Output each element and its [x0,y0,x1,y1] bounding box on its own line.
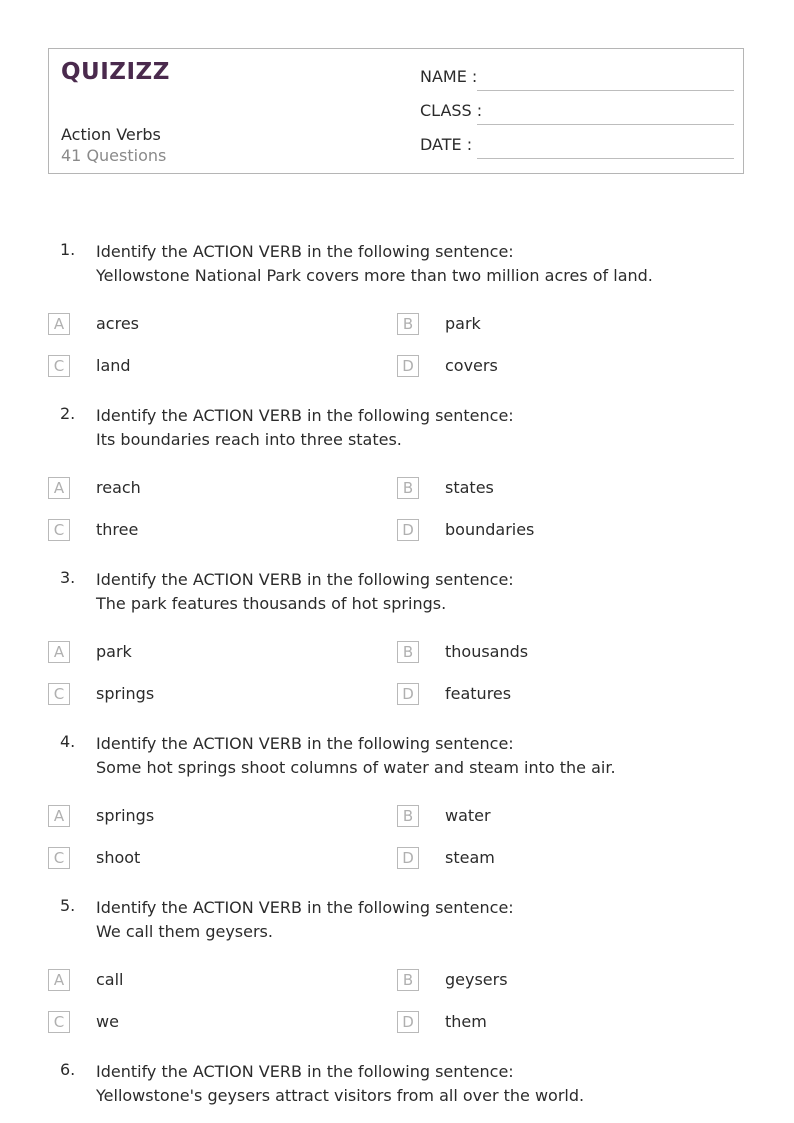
question-sentence: Yellowstone National Park covers more than two million acres of land. [96,266,653,285]
option-letter-box: A [48,969,70,991]
name-field[interactable] [420,67,734,91]
question-sentence: Its boundaries reach into three states. [96,430,402,449]
option-text: steam [445,848,495,867]
option-text: call [96,970,124,989]
question-sentence: We call them geysers. [96,922,273,941]
question-text [96,732,756,780]
date-label: DATE : [420,135,473,154]
option-letter-box: C [48,355,70,377]
option-letter-box: C [48,519,70,541]
question-sentence: Some hot springs shoot columns of water and steam into the air. [96,758,616,777]
question-number: 1. [60,240,76,259]
option-text: boundaries [445,520,535,539]
question-prompt: Identify the ACTION VERB in the following sentence: [96,734,514,753]
question-text [96,240,756,288]
option-letter-box: B [397,805,419,827]
question-sentence: The park features thousands of hot springs. [96,594,447,613]
option-text: them [445,1012,487,1031]
option-text: springs [96,806,155,825]
option-letter-box: B [397,477,419,499]
option-text: reach [96,478,141,497]
date-field[interactable] [420,135,734,159]
question-text [96,568,756,616]
question-prompt: Identify the ACTION VERB in the following sentence: [96,570,514,589]
question-number: 4. [60,732,76,751]
class-label: CLASS : [420,101,483,120]
option-letter-box: D [397,519,419,541]
question-number: 6. [60,1060,76,1079]
class-field[interactable] [420,101,734,125]
option-letter-box: C [48,847,70,869]
question-number: 2. [60,404,76,423]
option-text: shoot [96,848,141,867]
option-text: we [96,1012,119,1031]
option-text: park [96,642,132,661]
question-number: 5. [60,896,76,915]
option-text: geysers [445,970,508,989]
option-text: acres [96,314,140,333]
option-letter-box: C [48,683,70,705]
name-line[interactable] [477,90,734,91]
option-text: water [445,806,491,825]
option-letter-box: B [397,313,419,335]
option-text: park [445,314,481,333]
question-prompt: Identify the ACTION VERB in the following sentence: [96,242,514,261]
option-letter-box: A [48,313,70,335]
option-text: states [445,478,494,497]
option-letter-box: D [397,847,419,869]
option-letter-box: A [48,805,70,827]
option-text: features [445,684,512,703]
quizizz-logo: QUIZIZZ [61,59,170,85]
option-text: land [96,356,131,375]
date-line[interactable] [477,158,734,159]
option-text: springs [96,684,155,703]
class-line[interactable] [477,124,734,125]
question-prompt: Identify the ACTION VERB in the following sentence: [96,406,514,425]
option-letter-box: A [48,641,70,663]
name-label: NAME : [420,67,478,86]
question-number: 3. [60,568,76,587]
worksheet-title: Action Verbs [61,125,161,144]
question-prompt: Identify the ACTION VERB in the following sentence: [96,898,514,917]
option-letter-box: B [397,969,419,991]
option-letter-box: C [48,1011,70,1033]
question-sentence: Yellowstone's geysers attract visitors from all over the world. [96,1086,585,1105]
option-letter-box: A [48,477,70,499]
option-text: covers [445,356,498,375]
question-text [96,1060,756,1108]
question-text [96,404,756,452]
option-letter-box: B [397,641,419,663]
worksheet-header [48,48,744,174]
question-prompt: Identify the ACTION VERB in the following sentence: [96,1062,514,1081]
question-text [96,896,756,944]
option-letter-box: D [397,683,419,705]
option-text: three [96,520,139,539]
question-count: 41 Questions [61,146,167,165]
option-text: thousands [445,642,529,661]
option-letter-box: D [397,1011,419,1033]
option-letter-box: D [397,355,419,377]
